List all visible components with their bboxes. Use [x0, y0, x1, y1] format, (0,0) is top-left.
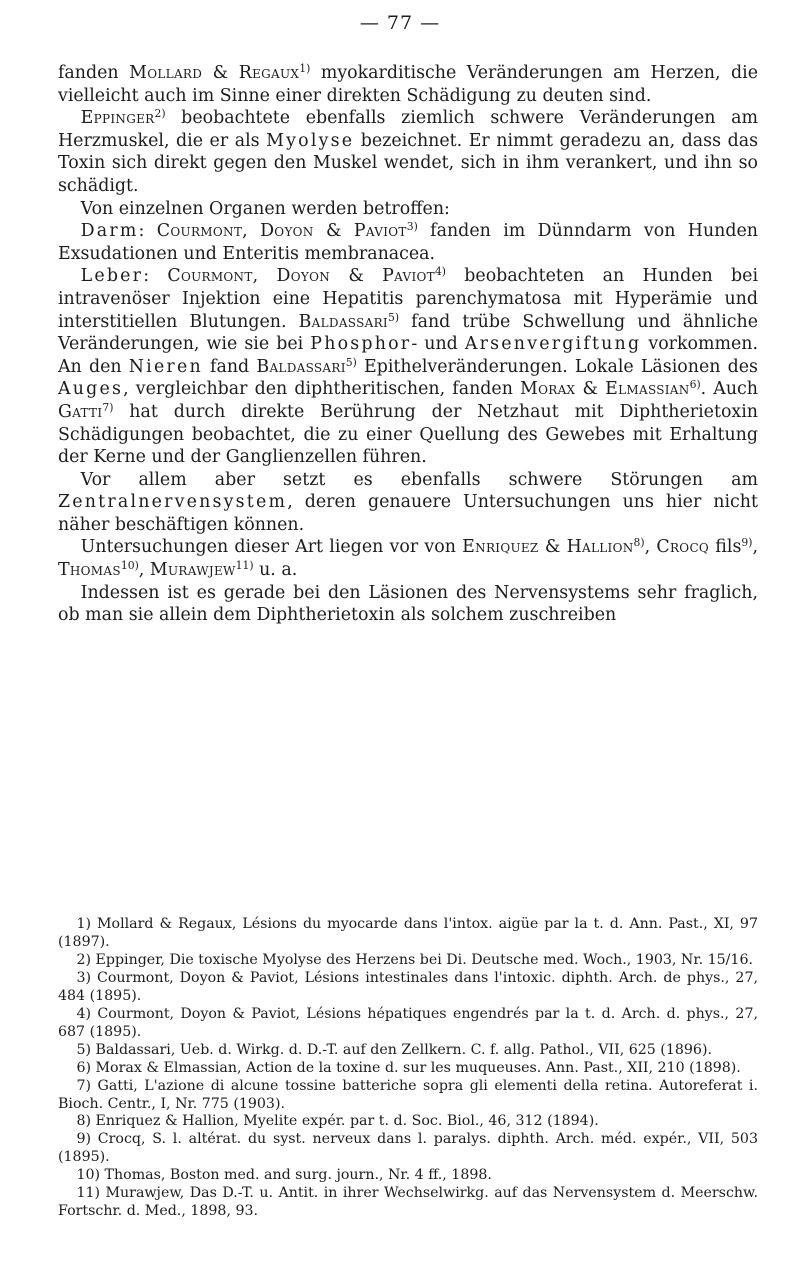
text-run: &: [538, 537, 567, 558]
footnote-ref: 5): [345, 355, 357, 369]
footnote-ref: 9): [741, 536, 753, 550]
footnote: 10) Thomas, Boston med. and surg. journ., Nr. 4 ff., 1898.: [76, 1167, 492, 1184]
footnote: 11) Murawjew, Das D.-T. u. Antit. in ihrer Wechselwirkg. auf das Nervensystem d. Meerschw. Fortschr. d. Med., 1898, 93.: [58, 1185, 758, 1220]
text-run: &: [202, 63, 239, 83]
body-paragraph: [58, 469, 758, 537]
author-name: Enriquez: [462, 537, 539, 558]
body-paragraph: [58, 220, 758, 265]
author-name: Courmont: [156, 221, 243, 242]
emphasized-term: Darm: [80, 221, 139, 242]
author-name: Paviot: [382, 266, 435, 287]
body-text: [58, 62, 758, 627]
footnote: 8) Enriquez & Hallion, Myelite expér. par t. d. Soc. Biol., 46, 312 (1894).: [76, 1113, 599, 1130]
text-run: :: [138, 221, 157, 242]
author-name: Courmont: [167, 266, 253, 287]
footnote: 1) Mollard & Regaux, Lésions du myocarde dans l'intox. aigüe par la t. d. Ann. Past., XI, 97 (1897).: [58, 916, 758, 950]
body-paragraph: [58, 107, 758, 197]
footnote-ref: 6): [689, 378, 701, 392]
text-run: Indessen ist es gerade bei den Läsionen des Nervensystems sehr fraglich, ob man sie allein dem Diphtherietoxin als solchem zuschreiben: [58, 582, 758, 626]
text-run: &: [330, 266, 383, 287]
footnotes: [58, 916, 758, 1221]
text-run: u. a.: [253, 560, 298, 581]
text-run: ,: [752, 537, 758, 558]
text-run: beobachteten an Hunden bei intravenöser Injektion eine Hepatitis parenchymatosa mit Hyperämie und interstitiellen Blutungen.: [58, 266, 758, 332]
text-run: &: [575, 379, 606, 400]
author-name: Baldassari: [256, 356, 346, 377]
footnote: 6) Morax & Elmassian, Action de la toxine d. sur les muqueuses. Ann. Past., XII, 210 (1898).: [76, 1059, 741, 1076]
footnote: 2) Eppinger, Die toxische Myolyse des Herzens bei Di. Deutsche med. Woch., 1903, Nr. 15/16.: [76, 951, 753, 968]
text-run: , vergleichbar den diphtheritischen, fanden: [123, 379, 521, 400]
author-name: Gatti: [58, 401, 103, 422]
body-paragraph: [58, 582, 758, 627]
text-run: ,: [644, 537, 657, 558]
text-run: fanden: [58, 63, 130, 83]
emphasized-term: Zentralnervensystem: [58, 492, 288, 513]
footnote: 7) Gatti, L'azione di alcune tossine batteriche sopra gli elementi della retina. Autoreferat i. Bioch. Centr., I, Nr. 775 (1903).: [58, 1077, 758, 1112]
text-run: . Auch: [700, 379, 758, 400]
text-run: &: [313, 221, 354, 242]
text-run: ,: [252, 266, 277, 287]
footnote-ref: 2): [154, 107, 166, 121]
footnote-ref: 4): [434, 265, 446, 279]
author-name: Crocq: [656, 537, 710, 558]
author-name: Eppinger: [80, 108, 155, 129]
text-run: bezeichnet. Er nimmt geradezu an, dass das Toxin sich direkt gegen den Muskel wendet, sich in ihm verankert, und ihn so schädigt.: [58, 130, 758, 196]
body-paragraph: [58, 536, 758, 581]
author-name: Thomas: [58, 560, 121, 581]
text-run: ,: [242, 221, 261, 242]
author-name: Paviot: [353, 221, 407, 242]
text-run: :: [143, 266, 168, 287]
text-run: fand: [202, 356, 257, 377]
footnote-ref: 3): [406, 220, 418, 234]
text-run: hat durch direkte Berührung der Netzhaut mit Diphtherietoxin Schädigungen beobachtet, die zu einer Quellung des Gewebes mit Erhaltung der Kerne und der Ganglienzellen führen.: [58, 401, 758, 468]
author-name: Elmassian: [605, 379, 690, 400]
footnote-ref: 7): [102, 400, 114, 414]
author-name: Baldassari: [298, 311, 388, 332]
author-name: Regaux: [238, 63, 300, 83]
emphasized-term: Arsenvergiftung: [464, 334, 642, 355]
text-run: fils: [709, 537, 742, 558]
footnote: 4) Courmont, Doyon & Paviot, Lésions hépatiques engendrés par la t. d. Arch. d. phys., 27, 687 (1895).: [58, 1005, 758, 1040]
emphasized-term: Phosphor: [310, 334, 412, 355]
footnote-ref: 10): [120, 559, 139, 573]
body-paragraph: [58, 265, 758, 468]
emphasized-term: Leber: [80, 266, 144, 287]
text-run: , deren genauere Untersuchungen uns hier nicht näher beschäftigen können.: [58, 492, 758, 535]
author-name: Doyon: [276, 266, 331, 287]
text-run: Vor allem aber setzt es ebenfalls schwere Störungen am: [80, 469, 758, 490]
footnote-ref: 11): [235, 559, 254, 573]
emphasized-term: Myolyse: [266, 130, 355, 151]
text-run: vorkommen. An den: [58, 334, 758, 377]
body-paragraph: [58, 198, 758, 221]
text-run: myokarditische Veränderungen am Herzen, die vielleicht auch im Sinne einer direkten Schädigung zu deuten sind.: [58, 63, 758, 106]
footnote-ref: 5): [387, 310, 400, 324]
text-run: Untersuchungen dieser Art liegen vor von: [80, 537, 463, 558]
footnote: 9) Crocq, S. l. altérat. du syst. nerveux dans l. paralys. diphth. Arch. méd. expér., VII, 503 (1895).: [58, 1131, 758, 1166]
text-run: ,: [138, 560, 150, 581]
text-run: beobachtete ebenfalls ziemlich schwere Veränderungen am Herzmuskel, die er als: [58, 108, 758, 151]
footnote: 5) Baldassari, Ueb. d. Wirkg. d. D.-T. auf den Zellkern. C. f. allg. Pathol., VII, 625 (1896).: [76, 1041, 712, 1058]
author-name: Morax: [520, 379, 576, 400]
author-name: Mollard: [129, 63, 203, 83]
footnote-ref: 8): [633, 536, 645, 550]
footnote-ref: 1): [299, 62, 311, 76]
text-run: Von einzelnen Organen werden betroffen:: [80, 198, 450, 219]
text-run: fanden im Dünndarm von Hunden Exsudationen und Enteritis membranacea.: [58, 221, 758, 264]
text-run: - und: [411, 334, 465, 355]
body-paragraph: [58, 62, 758, 107]
emphasized-term: Auges: [58, 379, 124, 400]
footnote: 3) Courmont, Doyon & Paviot, Lésions intestinales dans l'intoxic. diphth. Arch. de phys., 27, 484 (1895).: [58, 969, 758, 1004]
author-name: Hallion: [566, 537, 634, 558]
text-run: Epithelveränderungen. Lokale Läsionen des: [356, 356, 758, 377]
page-number: — 77 —: [359, 12, 441, 34]
emphasized-term: Nieren: [128, 356, 203, 377]
author-name: Murawjew: [149, 560, 236, 581]
author-name: Doyon: [260, 221, 314, 242]
text-run: fand trübe Schwellung und ähnliche Veränderungen, wie sie bei: [58, 311, 758, 355]
